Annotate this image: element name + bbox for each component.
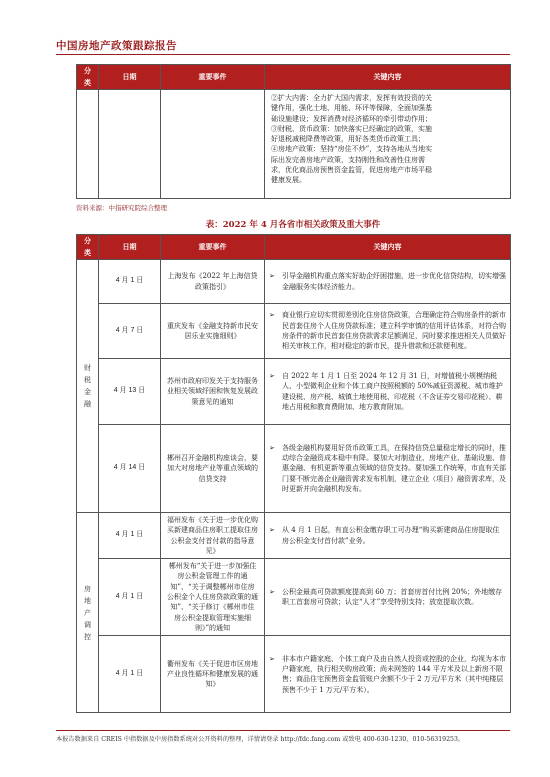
content-line: 础设施建设；发挥消费对经济循环的牵引带动作用； bbox=[271, 114, 432, 123]
report-header-title: 中国房地产政策跟踪报告 bbox=[56, 40, 177, 52]
content-cell bbox=[265, 304, 511, 359]
table-row bbox=[77, 359, 511, 425]
table-row bbox=[77, 636, 511, 713]
content-bullet: ➢ 从 4 月 1 日起，有直公积金缴存职工可办理“购买新建商品住房提取住房公积金支付首付款”业务。 bbox=[269, 525, 506, 546]
content-line: 求，优化商品房预售资金监管，促进房地产市场平稳 bbox=[271, 166, 432, 175]
content-bullet: ➢ 引导金融机构重点落实好助企纾困措施，进一步优化信贷结构，切实增强金融服务实体经济能力。 bbox=[269, 271, 506, 292]
content-cell bbox=[265, 425, 511, 513]
content-cell bbox=[265, 636, 511, 713]
footer-note: 本报告数据来自 CREIS 中指数据及中房指数系统对公开资料的整理，详情请登录 http://fdc.fang.com 或致电 400-630-1230、010-56319253。 bbox=[56, 736, 465, 743]
date-cell: 4 月 1 日 bbox=[99, 559, 161, 636]
date-cell: 4 月 13 日 bbox=[99, 359, 161, 425]
date-cell: 4 月 1 日 bbox=[99, 513, 161, 559]
content-bullet: ➢ 各级金融机构要用好货币政策工具，在保持信贷总量稳定增长的同时，推动综合金融资成本稳中有降。要加大对制造业、房地产业、基础设施、普惠金融、有机更新等重点领域的信贷支持。要加强工作统筹，市直有关部门要不断完善企业融资需求发布机制，建立企业（项目）融资需求库，及时更新并向金融机构发布。 bbox=[269, 443, 506, 494]
content-line: ④房地产政策：坚持“房住不炒”，支持各地从当地实 bbox=[271, 145, 433, 154]
event-cell: 福州发布《关于进一步优化购买新建商品住房职工提取住房公积金支付首付款的指导意见》 bbox=[161, 513, 265, 559]
table-title: 表：2022 年 4 月各省市相关政策及重大事件 bbox=[205, 220, 381, 230]
source-note: 资料来源：中指研究院综合整理 bbox=[76, 204, 167, 212]
table-header-row bbox=[77, 65, 511, 90]
header-divider bbox=[56, 54, 510, 55]
category-cell: 财税金融 bbox=[77, 260, 99, 513]
col-header-category: 分类 bbox=[77, 65, 99, 90]
content-line: ②扩大内需：全力扩大国内需求，发挥有效投资的关 bbox=[271, 94, 432, 102]
col-header-date: 日期 bbox=[99, 65, 161, 90]
event-cell: 苏州市政府印发关于支持服务业相关领域纾困和恢复发展政策意见的通知 bbox=[161, 359, 265, 425]
event-cell: 上海发布《2022 年上海信贷政策指引》 bbox=[161, 260, 265, 304]
date-cell: 4 月 14 日 bbox=[99, 425, 161, 513]
date-cell bbox=[99, 90, 161, 199]
content-line: 际出发完善房地产政策，支持刚性和改善性住房需 bbox=[271, 155, 425, 164]
content-bullet: ➢ 非本市户籍家庭、个体工商户及由自然人投资或控股的企业，均视为本市户籍家庭，执行相关购房政策；尚未网签的 144 平方米及以上新房不限售；商品住宅预售资金监管账户余额不少于 2 万元/平方米（其中纯楼层预售不少于 1 万元/平方米）。 bbox=[269, 654, 506, 695]
event-cell bbox=[161, 90, 265, 199]
col-header-event: 重要事件 bbox=[161, 235, 265, 260]
footer-divider bbox=[56, 730, 510, 731]
table-row bbox=[77, 304, 511, 359]
table-header-row bbox=[77, 235, 511, 260]
col-header-date: 日期 bbox=[99, 235, 161, 260]
date-cell: 4 月 1 日 bbox=[99, 260, 161, 304]
content-cell bbox=[265, 513, 511, 559]
content-line: 好退税减税降费等政策，用好各类货币政策工具； bbox=[271, 135, 425, 144]
col-header-category: 分类 bbox=[77, 235, 99, 260]
content-bullet: ➢ 自 2022 年 1 月 1 日至 2024 年 12 月 31 日，对增值税小规模纳税人、小型微利企业和个体工商户按照税额的 50%减征资源税、城市维护建设税、房产税、城镇土地使用税、印花税（不含证券交易印花税）、耕地占用税和教育费附加、地方教育附加。 bbox=[269, 371, 506, 412]
content-cell bbox=[265, 359, 511, 425]
col-header-content: 关键内容 bbox=[265, 235, 511, 260]
content-line: 键作用，强化土地、用能、环评等保障，全面加强基 bbox=[271, 104, 432, 113]
event-cell: 衢州发布《关于促进市区房地产业良性循环和健康发展的通知》 bbox=[161, 636, 265, 713]
event-cell: 郴州召开金融机构座谈会，要加大对房地产业等重点领域的信贷支持 bbox=[161, 425, 265, 513]
table-row bbox=[77, 513, 511, 559]
table-row bbox=[77, 260, 511, 304]
content-line: ③财税、货币政策：加快落实已经确定的政策，实施 bbox=[271, 124, 432, 133]
table-row bbox=[77, 425, 511, 513]
category-cell bbox=[77, 90, 99, 199]
content-cell bbox=[265, 260, 511, 304]
policy-table bbox=[76, 234, 511, 713]
content-bullet: ➢ 公积金最高可贷款额度提高到 60 万；首套房首付比例 20%；外地缴存职工首套房可贷款；认定“人才”享受特别支持；放宽提取次数。 bbox=[269, 587, 506, 608]
col-header-event: 重要事件 bbox=[161, 65, 265, 90]
content-cell bbox=[265, 90, 511, 199]
category-cell: 房地产调控 bbox=[77, 513, 99, 713]
date-cell: 4 月 1 日 bbox=[99, 636, 161, 713]
table-row bbox=[77, 90, 511, 199]
date-cell: 4 月 7 日 bbox=[99, 304, 161, 359]
content-bullet: ➢ 商业银行应切实贯彻差别化住房信贷政策，合理确定符合购房条件的新市民首套住房个人住房贷款标准；建立科学审慎的信用评估体系，对符合购房条件的新市民首套住房贷款需求足额满足，同时要求推进相关人员做好相关审核工作，相对稳定的新市民，提升借款和还款便利度。 bbox=[269, 310, 506, 351]
policy-table-continued bbox=[76, 64, 511, 199]
content-line: 健康发展。 bbox=[271, 176, 306, 185]
col-header-content: 关键内容 bbox=[265, 65, 511, 90]
content-cell bbox=[265, 559, 511, 636]
event-cell: 重庆发布《金融支持新市民安居乐业实施细则》 bbox=[161, 304, 265, 359]
event-cell: 郴州发布“关于进一步加强住房公积金管理工作的通知”、“关于调整郴州市住房公积金个人住房贷款政策的通知”、“关于修订《郴州市住房公积金提取管理实施细则》”的通知 bbox=[161, 559, 265, 636]
table-row bbox=[77, 559, 511, 636]
